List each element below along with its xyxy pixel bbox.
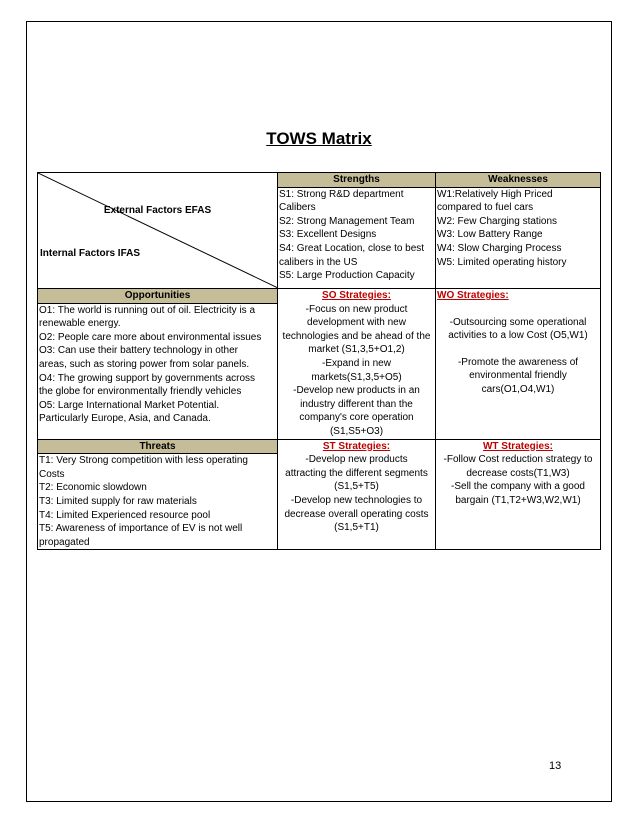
opportunity-line: renewable energy. — [39, 318, 121, 330]
tows-matrix-table — [37, 172, 601, 550]
threat-line: T4: Limited Experienced resource pool — [39, 509, 211, 521]
st-strategies-cell — [278, 439, 436, 550]
strengths-cell — [278, 187, 436, 288]
weakness-line: W3: Low Battery Range — [437, 229, 543, 241]
wo-strategies-title: WO Strategies: — [437, 290, 509, 301]
wo-line: -Outsourcing some operational — [449, 316, 587, 328]
strength-line: S3: Excellent Designs — [279, 229, 377, 241]
threat-line: Costs — [39, 468, 65, 480]
weaknesses-cell — [436, 187, 601, 288]
so-line: markets(S1,3,5+O5) — [311, 371, 402, 383]
threats-cell — [38, 454, 278, 550]
wo-strategies-cell — [436, 289, 601, 440]
strength-line: S5: Large Production Capacity — [279, 270, 415, 282]
opportunities-header: Opportunities — [38, 289, 278, 304]
wt-line: decrease costs(T1,W3) — [466, 467, 570, 479]
threat-line: T3: Limited supply for raw materials — [39, 495, 197, 507]
threats-header: Threats — [38, 439, 278, 454]
wt-strategies-cell — [436, 439, 601, 550]
st-strategies-title: ST Strategies: — [322, 440, 391, 452]
strength-line: S2: Strong Management Team — [279, 215, 415, 227]
weakness-line: W4: Slow Charging Process — [437, 242, 562, 254]
opportunity-line: O2: People care more about environmental issues — [39, 331, 262, 343]
matrix-corner-cell — [38, 173, 278, 289]
opportunity-line: O3: Can use their battery technology in other — [39, 345, 239, 357]
external-factors-label: External Factors EFAS — [103, 205, 212, 216]
threat-line: T5: Awareness of importance of EV is not well — [39, 523, 243, 535]
strengths-header: Strengths — [278, 173, 436, 188]
so-strategies-cell — [278, 289, 436, 440]
wt-line: -Follow Cost reduction strategy to — [443, 454, 593, 466]
so-line: -Develop new products in an — [293, 385, 420, 397]
so-strategies-title: SO Strategies: — [322, 290, 391, 301]
wo-line: -Promote the awareness of — [457, 356, 579, 368]
page-number: 13 — [549, 760, 562, 772]
so-line: -Expand in new — [322, 357, 391, 369]
opportunity-line: the globe for environmentally friendly vehicles — [39, 386, 242, 398]
wt-line: -Sell the company with a good — [451, 481, 585, 493]
strength-line: S1: Strong R&D department — [279, 188, 404, 200]
st-line: decrease overall operating costs — [284, 508, 429, 520]
weakness-line: W5: Limited operating history — [437, 256, 567, 268]
so-line: technologies and be ahead of the — [282, 330, 431, 342]
opportunity-line: O5: Large International Market Potential. — [39, 399, 220, 411]
wt-strategies-title: WT Strategies: — [482, 440, 553, 452]
so-line: company's core operation — [299, 412, 414, 424]
page-title: TOWS Matrix — [266, 129, 372, 148]
opportunity-line: areas, such as storing power from solar panels. — [39, 358, 250, 370]
opportunity-line: Particularly Europe, Asia, and Canada. — [39, 413, 211, 425]
internal-factors-label: Internal Factors IFAS — [40, 248, 141, 259]
st-line: -Develop new products — [305, 454, 408, 466]
opportunity-line: O4: The growing support by governments across — [39, 372, 256, 384]
so-line: (S1,S5+O3) — [329, 425, 384, 437]
strength-line: calibers in the US — [279, 256, 358, 268]
threat-line: T2: Economic slowdown — [39, 482, 147, 494]
wt-line: bargain (T1,T2+W3,W2,W1) — [455, 494, 581, 506]
so-line: development with new — [307, 317, 406, 329]
weakness-line: compared to fuel cars — [437, 202, 534, 214]
opportunities-cell — [38, 303, 278, 439]
opportunity-line: O1: The world is running out of oil. Electricity is a — [39, 304, 256, 316]
st-line: attracting the different segments — [285, 467, 428, 479]
so-line: -Focus on new product — [305, 303, 408, 315]
weaknesses-header: Weaknesses — [436, 173, 601, 188]
st-line: -Develop new technologies to — [290, 494, 423, 506]
st-line: (S1,5+T1) — [334, 522, 379, 534]
wo-line: cars(O1,O4,W1) — [481, 383, 555, 395]
strength-line: S4: Great Location, close to best — [279, 242, 425, 254]
threat-line: propagated — [39, 536, 90, 548]
strength-line: Calibers — [279, 202, 316, 214]
diagonal-divider — [38, 173, 278, 288]
threat-line: T1: Very Strong competition with less operating — [39, 455, 248, 467]
so-line: market (S1,3,5+O1,2) — [308, 344, 405, 356]
wo-line: activities to a low Cost (O5,W1) — [448, 330, 588, 342]
st-line: (S1,5+T5) — [334, 481, 379, 493]
wo-line: environmental friendly — [469, 370, 567, 382]
so-line: industry different than the — [300, 398, 413, 410]
weakness-line: W2: Few Charging stations — [437, 215, 558, 227]
weakness-line: W1:Relatively High Priced — [437, 188, 553, 200]
